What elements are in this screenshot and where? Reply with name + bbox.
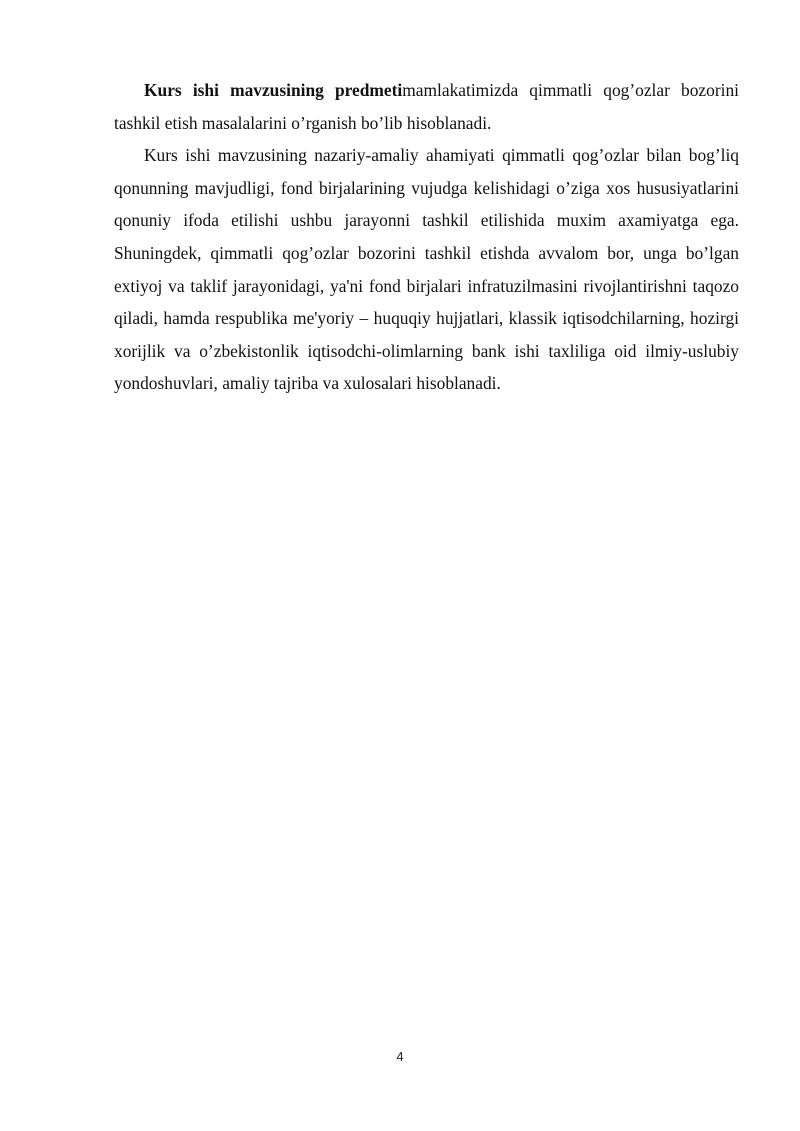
- paragraph-significance: [114, 139, 739, 400]
- body-text: [114, 74, 739, 400]
- paragraph-text: Kurs ishi mavzusining nazariy-amaliy ahamiyati qimmatli qog’ozlar bilan bog’liq qonunning mavjudligi, fond birjalarining vujudga kelishidagi o’ziga xos hususiyatlarini qonuniy ifoda etilishi ushbu jarayonni tashkil etilishida muxim axamiyatga ega. Shuningdek, qimmatli qog’ozlar bozorini tashkil etishda avvalom bor, unga bo’lgan extiyoj va taklif jarayonidagi, ya'ni fond birjalari infratuzilmasini rivojlantirishni taqozo qiladi, hamda respublika me'yoriy – huquqiy hujjatlari, klassik iqtisodchilarning, hozirgi xorijlik va o’zbekistonlik iqtisodchi-olimlarning bank ishi taxliliga oid ilmiy-uslubiy yondoshuvlari, amaliy tajriba va xulosalari hisoblanadi.: [114, 145, 739, 394]
- paragraph-text: mamlakatimizda qimmatli qog’ozlar bozorini tashkil etish masalalarini o’rganish bo’lib hisoblanadi.: [114, 80, 739, 133]
- paragraph-subject: [114, 74, 739, 139]
- paragraph-bold-lead: Kurs ishi mavzusining predmeti: [144, 80, 403, 100]
- page-number: 4: [396, 1049, 404, 1064]
